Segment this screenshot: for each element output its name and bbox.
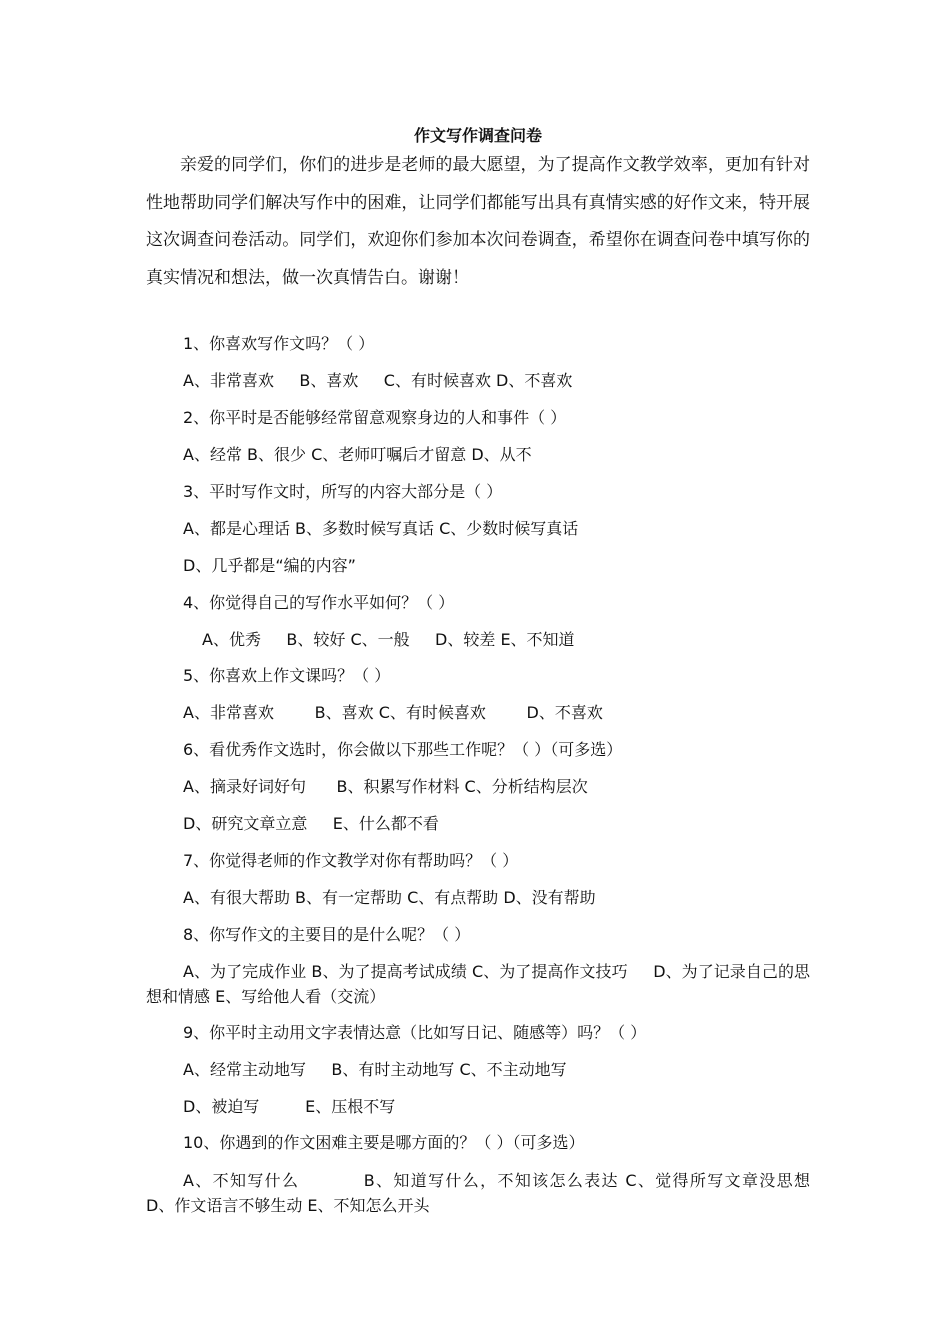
intro-paragraph: 亲爱的同学们，你们的进步是老师的最大愿望，为了提高作文教学效率，更加有针对性地帮助同学们解决写作中的困难，让同学们都能写出具有真情实感的好作文来，特开展这次调查问卷活动。同学们，欢迎你们参加本次问卷调查，希望你在调查问卷中填写你的真实情况和想法，做一次真情告白。谢谢！: [146, 155, 810, 288]
question-3: 3、平时写作文时，所写的内容大部分是（ ）: [183, 482, 503, 501]
question-2: 2、你平时是否能够经常留意观察身边的人和事件（ ）: [183, 408, 567, 427]
question-9-options-1: A、经常主动地写 B、有时主动地写 C、不主动地写: [183, 1060, 567, 1079]
question-3-options-1: A、都是心理话 B、多数时候写真话 C、少数时候写真话: [183, 519, 579, 538]
question-7-options: A、有很大帮助 B、有一定帮助 C、有点帮助 D、没有帮助: [183, 888, 596, 907]
question-8-options: A、为了完成作业 B、为了提高考试成绩 C、为了提高作文技巧 D、为了记录自己的思想和情感 E、写给他人看（交流）: [146, 962, 810, 1006]
document-title: 作文写作调查问卷: [413, 126, 542, 145]
question-6: 6、看优秀作文选时，你会做以下那些工作呢？（ ）（可多选）: [183, 740, 623, 759]
question-2-options: A、经常 B、很少 C、老师叮嘱后才留意 D、从不: [183, 445, 532, 464]
question-6-options-1: A、摘录好词好句 B、积累写作材料 C、分析结构层次: [183, 777, 588, 796]
question-5-options: A、非常喜欢 B、喜欢 C、有时候喜欢 D、不喜欢: [183, 703, 603, 722]
question-1-options: A、非常喜欢 B、喜欢 C、有时候喜欢 D、不喜欢: [183, 371, 573, 390]
question-9: 9、你平时主动用文字表情达意（比如写日记、随感等）吗？（ ）: [183, 1023, 647, 1042]
question-4: 4、你觉得自己的写作水平如何？（ ）: [183, 593, 455, 612]
question-3-options-2: D、几乎都是“编的内容”: [183, 556, 356, 575]
question-10-options: A、不知写什么 B、知道写什么，不知该怎么表达 C、觉得所写文章没思想 D、作文语言不够生动 E、不知怎么开头: [146, 1171, 846, 1215]
question-1: 1、你喜欢写作文吗？（ ）: [183, 334, 375, 353]
question-7: 7、你觉得老师的作文教学对你有帮助吗？（ ）: [183, 851, 519, 870]
question-4-options: A、优秀 B、较好 C、一般 D、较差 E、不知道: [202, 630, 575, 649]
question-6-options-2: D、研究文章立意 E、什么都不看: [183, 814, 439, 833]
question-9-options-2: D、被迫写 E、压根不写: [183, 1097, 396, 1116]
question-8: 8、你写作文的主要目的是什么呢？（ ）: [183, 925, 471, 944]
question-5: 5、你喜欢上作文课吗？（ ）: [183, 666, 391, 685]
question-10: 10、你遇到的作文困难主要是哪方面的？（ ）（可多选）: [183, 1133, 585, 1152]
